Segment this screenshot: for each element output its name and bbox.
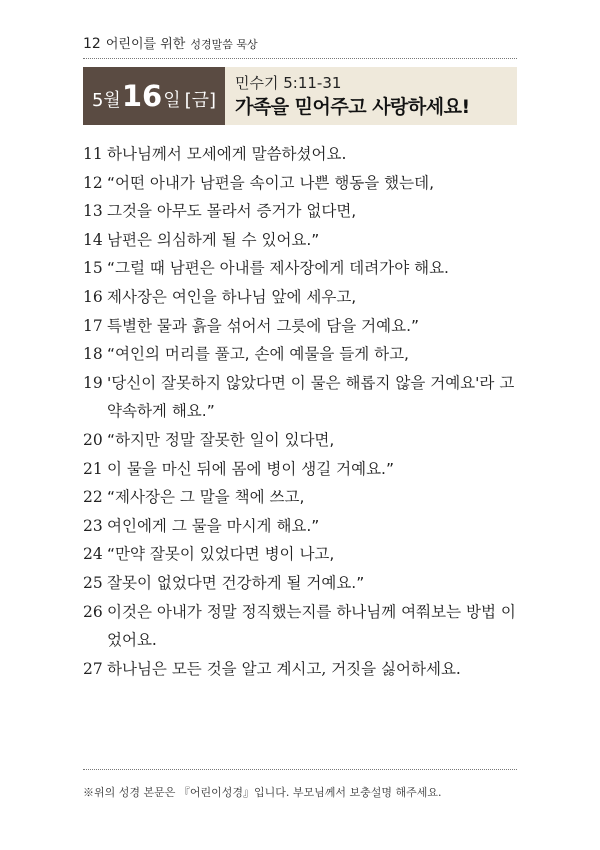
verse-number: 11 [83,145,103,163]
verse-item [83,226,523,255]
verse-text: 그것을 아무도 몰라서 증거가 없다면, [107,202,357,221]
verse-item [83,340,523,369]
verse-item [83,598,523,655]
date-badge [83,67,225,125]
date-text [92,79,216,113]
verse-item [83,455,523,484]
verse-number: 26 [83,602,103,621]
verse-item [83,169,523,198]
verse-text: 제사장은 여인을 하나님 앞에 세우고, [107,287,357,306]
footer-divider [83,769,517,770]
verse-item [83,312,523,341]
passage-title-box [225,67,517,125]
verse-text: 여인에게 그 물을 마시게 해요.” [107,516,320,535]
verse-number: 21 [83,459,103,478]
verse-text: 하나님은 모든 것을 알고 계시고, 거짓을 싫어하세요. [107,659,461,678]
verse-item [83,569,523,598]
verse-number: 19 [83,373,103,392]
verse-text: “만약 잘못이 있었다면 병이 나고, [107,545,335,564]
verse-number: 25 [83,573,103,592]
date-weekday: [금] [184,90,217,111]
verse-number: 17 [83,316,103,335]
date-day-unit: 일 [163,90,181,111]
verse-text: 이 물을 마신 뒤에 몸에 병이 생길 거예요.” [107,459,395,478]
verse-item [83,369,523,426]
verse-item [83,283,523,312]
verse-text: 잘못이 없었다면 건강하게 될 거예요.” [107,573,365,592]
verse-number: 18 [83,345,103,364]
verse-number: 12 [83,173,103,192]
footnote: ※위의 성경 본문은 『어린이성경』입니다. 부모님께서 보충설명 해주세요. [83,786,442,799]
verse-text: 이것은 아내가 정말 정직했는지를 하나님께 여쭤보는 방법 이었어요. [107,602,516,650]
passage-title: 가족을 믿어주고 사랑하세요! [235,96,470,118]
verse-number: 27 [83,659,103,678]
verse-text: '당신이 잘못하지 않았다면 이 물은 해롭지 않을 거예요'라 고 약속하게 해요.” [107,373,515,421]
verse-item [83,140,523,169]
verse-number: 16 [83,287,103,306]
verse-text: “어떤 아내가 남편을 속이고 나쁜 행동을 했는데, [107,173,435,192]
verse-text: 특별한 물과 흙을 섞어서 그릇에 담을 거예요.” [107,316,420,335]
verse-text: “제사장은 그 말을 책에 쓰고, [107,488,305,507]
verse-item [83,426,523,455]
verse-number: 13 [83,202,103,221]
verse-item [83,540,523,569]
verse-number: 20 [83,430,103,449]
verse-text: 하나님께서 모세에게 말씀하셨어요. [107,145,347,163]
book-subtitle: 성경말씀 묵상 [190,38,258,51]
running-header [83,33,258,52]
verse-item [83,483,523,512]
verse-item [83,655,523,684]
verse-text: “그럴 때 남편은 아내를 제사장에게 데려가야 해요. [107,259,449,278]
page-number: 12 [83,36,101,52]
verse-item [83,512,523,541]
date-month: 5월 [91,90,121,111]
passage-reference: 민수기 5:11-31 [235,74,342,92]
verse-list [83,140,523,683]
verse-number: 15 [83,259,103,278]
verse-text: “여인의 머리를 풀고, 손에 예물을 들게 하고, [107,345,409,364]
verse-text: 남편은 의심하게 될 수 있어요.” [107,230,320,249]
verse-number: 22 [83,488,103,507]
book-title: 어린이를 위한 [105,37,186,52]
verse-number: 14 [83,230,103,249]
verse-item [83,254,523,283]
verse-number: 23 [83,516,103,535]
header-divider [83,58,517,59]
verse-number: 24 [83,545,103,564]
verse-item [83,197,523,226]
date-day: 16 [121,79,163,113]
verse-text: “하지만 정말 잘못한 일이 있다면, [107,430,335,449]
